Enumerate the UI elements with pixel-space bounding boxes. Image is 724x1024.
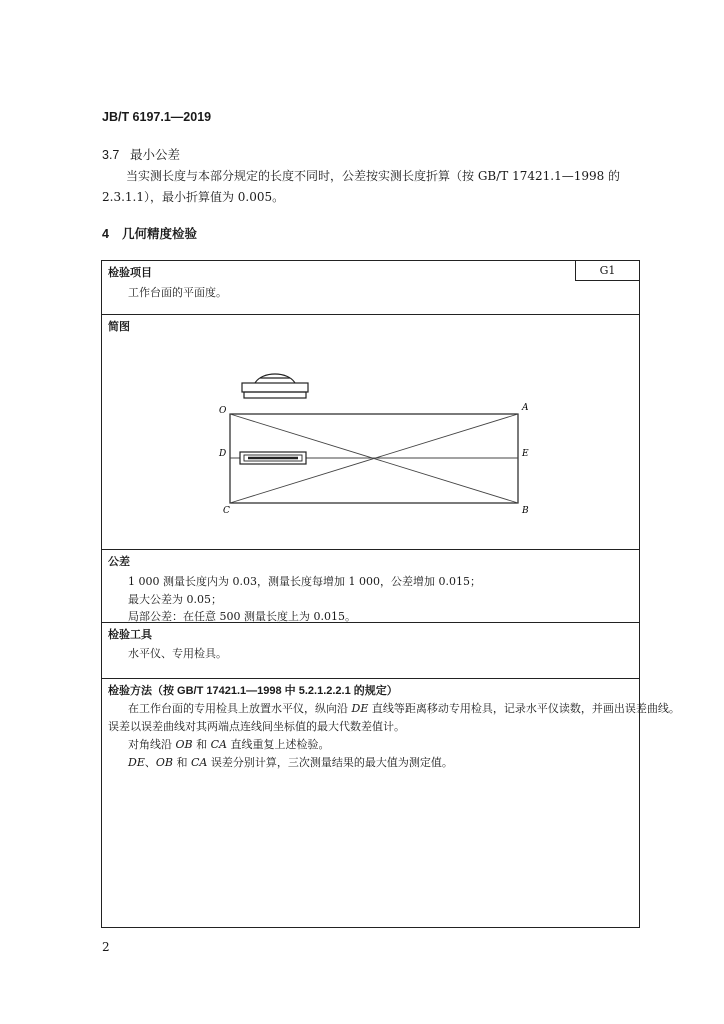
- point-label-c: C: [223, 506, 230, 516]
- special-gauge-icon: [240, 452, 306, 464]
- method-line-3-c: 和: [192, 738, 211, 751]
- method-line-1-c: 直线等距离移动专用检具，记录水平仪读数，并画出误差曲线。: [368, 702, 680, 715]
- tools-label: 检验工具: [108, 629, 152, 641]
- point-label-o: O: [219, 406, 227, 416]
- symbol-ob: OB: [155, 756, 173, 769]
- row-diagram: [102, 315, 639, 550]
- point-label-d: D: [219, 449, 227, 459]
- point-label-a: A: [522, 403, 529, 413]
- item-code-cell: G1: [575, 261, 639, 281]
- level-instrument-icon: [242, 374, 308, 398]
- symbol-ob: OB: [175, 738, 193, 751]
- section-3-7-heading: [102, 145, 180, 163]
- row-tools: [102, 623, 639, 679]
- section-title: 几何精度检验: [122, 227, 198, 241]
- point-label-b: B: [522, 506, 529, 516]
- symbol-ca: CA: [190, 756, 208, 769]
- method-line-4-d: 和: [172, 756, 191, 769]
- method-line-3-e: 直线重复上述检验。: [226, 738, 330, 751]
- inspection-item-label: 检验项目: [108, 267, 152, 279]
- tolerance-line-2: 最大公差为 0.05；: [128, 593, 222, 606]
- row-inspection-item: [102, 261, 639, 315]
- method-line-3: [128, 736, 329, 752]
- symbol-ca: CA: [210, 738, 227, 751]
- method-line-4-f: 误差分别计算，三次测量结果的最大值为测定值。: [207, 756, 453, 769]
- method-line-1: [128, 700, 680, 716]
- row-method: [102, 679, 680, 927]
- section-number: 3.7: [102, 148, 120, 162]
- flatness-diagram: [102, 315, 639, 548]
- method-line-4-b: 、: [144, 756, 156, 769]
- tools-text: 水平仪、专用检具。: [128, 647, 227, 660]
- page-number: 2: [102, 940, 110, 954]
- inspection-item-text: 工作台面的平面度。: [128, 286, 227, 299]
- method-line-3-a: 对角线沿: [128, 738, 176, 751]
- method-line-2: 误差以误差曲线对其两端点连线间坐标值的最大代数差值计。: [108, 720, 405, 733]
- method-label: 检验方法（按 GB/T 17421.1—1998 中 5.2.1.2.2.1 的规定）: [108, 685, 398, 697]
- point-label-e: E: [522, 449, 529, 459]
- symbol-de: DE: [351, 702, 369, 715]
- section-4-heading: [102, 224, 197, 242]
- method-line-4: [128, 754, 453, 770]
- section-3-7-paragraph: 当实测长度与本部分规定的长度不同时，公差按实测长度折算（按 GB/T 17421.1—1998 的 2.3.1.1），最小折算值为 0.005。: [102, 169, 621, 204]
- tolerance-line-3: 局部公差：在任意 500 测量长度上为 0.015。: [128, 610, 356, 623]
- diagram-label: 简图: [108, 321, 130, 333]
- tolerance-label: 公差: [108, 556, 130, 568]
- section-number: 4: [102, 227, 109, 241]
- section-title: 最小公差: [130, 148, 181, 162]
- symbol-de: DE: [128, 756, 145, 769]
- inspection-table: [101, 260, 680, 928]
- row-tolerance: [102, 550, 639, 623]
- document-code: JB/T 6197.1—2019: [102, 110, 212, 124]
- tolerance-line-1: 1 000 测量长度内为 0.03，测量长度每增加 1 000，公差增加 0.015；: [128, 575, 481, 588]
- method-line-1-a: 在工作台面的专用检具上放置水平仪，纵向沿: [128, 702, 352, 715]
